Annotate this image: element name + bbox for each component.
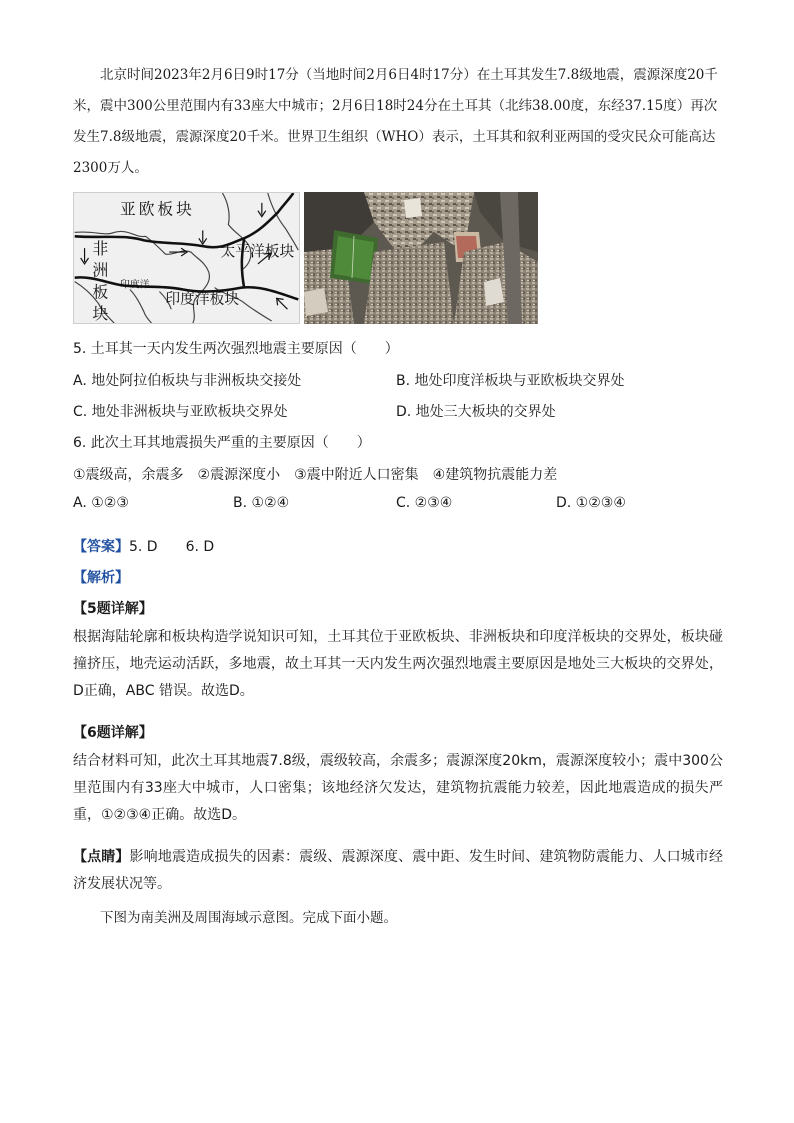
q6-option-c[interactable]: C. ②③④ [396, 495, 453, 511]
tip-text: 影响地震造成损失的因素：震级、震源深度、震中距、发生时间、建筑物防震能力、人口城市经济发展状况等。 [73, 849, 724, 892]
detail-5-text: 根据海陆轮廓和板块构造学说知识可知，土耳其位于亚欧板块、非洲板块和印度洋板块的交界处，板块碰撞挤压，地壳运动活跃，多地震，故土耳其一天内发生两次强烈地震主要原因是地处三大板块的交界处，D正确，ABC 错误。故选D。 [73, 629, 723, 699]
tip-paragraph [73, 844, 723, 898]
q6-option-d[interactable]: D. ①②③④ [556, 495, 626, 511]
earthquake-photo [304, 192, 538, 324]
q6-option-b[interactable]: B. ①②④ [233, 495, 290, 511]
q6-option-a[interactable]: A. ①②③ [73, 495, 129, 511]
label-indian-plate: 印度洋板块 [165, 290, 240, 308]
label-india-small: 印度洋 [120, 279, 150, 291]
answer-text: 5. D 6. D [129, 539, 215, 555]
label-africa-1: 非 [92, 239, 109, 259]
q5-option-a[interactable]: A. 地处阿拉伯板块与非洲板块交接处 [73, 373, 302, 389]
plate-map [73, 192, 300, 324]
label-africa-2: 洲 [92, 260, 109, 280]
label-pacific: 太平洋板块 [220, 243, 295, 261]
label-africa-4: 块 [92, 304, 109, 324]
tip-label: 【点睛】 [73, 849, 130, 865]
q6-stem: 6. 此次土耳其地震损失严重的主要原因（ ） [73, 435, 371, 451]
analysis-label: 【解析】 [73, 570, 129, 586]
detail-5-label: 【5题详解】 [73, 601, 153, 617]
q5-option-d[interactable]: D. 地处三大板块的交界处 [396, 404, 556, 420]
q5-stem: 5. 土耳其一天内发生两次强烈地震主要原因（ ） [73, 341, 399, 357]
detail-6-label: 【6题详解】 [73, 725, 153, 741]
q5-option-c[interactable]: C. 地处非洲板块与亚欧板块交界处 [73, 404, 288, 420]
q6-items: ①震级高，余震多 ②震源深度小 ③震中附近人口密集 ④建筑物抗震能力差 [73, 467, 558, 483]
answer-line [73, 536, 214, 556]
intro-paragraph: 北京时间2023年2月6日9时17分（当地时间2月6日4时17分）在土耳其发生7.8级地震，震源深度20千米，震中300公里范围内有33座大中城市；2月6日18时24分在土耳其（北纬38.00度，东经37.15度）再次发生7.8级地震，震源深度20千米。世界卫生组织（WHO）表示，土耳其和叙利亚两国的受灾民众可能高达2300万人。 [73, 67, 718, 176]
figure-row [73, 192, 538, 324]
answer-label: 【答案】 [73, 539, 129, 555]
closing-instruction: 下图为南美洲及周围海域示意图。完成下面小题。 [100, 910, 397, 926]
q5-option-b[interactable]: B. 地处印度洋板块与亚欧板块交界处 [396, 373, 625, 389]
detail-6-text: 结合材料可知，此次土耳其地震7.8级，震级较高，余震多；震源深度20km，震源深度较小；震中300公里范围内有33座大中城市，人口密集；该地经济欠发达，建筑物抗震能力较差，因此地震造成的损失严重，①②③④正确。故选D。 [73, 753, 723, 823]
label-eurasia: 亚欧板块 [120, 199, 195, 219]
label-africa-3: 板 [92, 282, 109, 302]
